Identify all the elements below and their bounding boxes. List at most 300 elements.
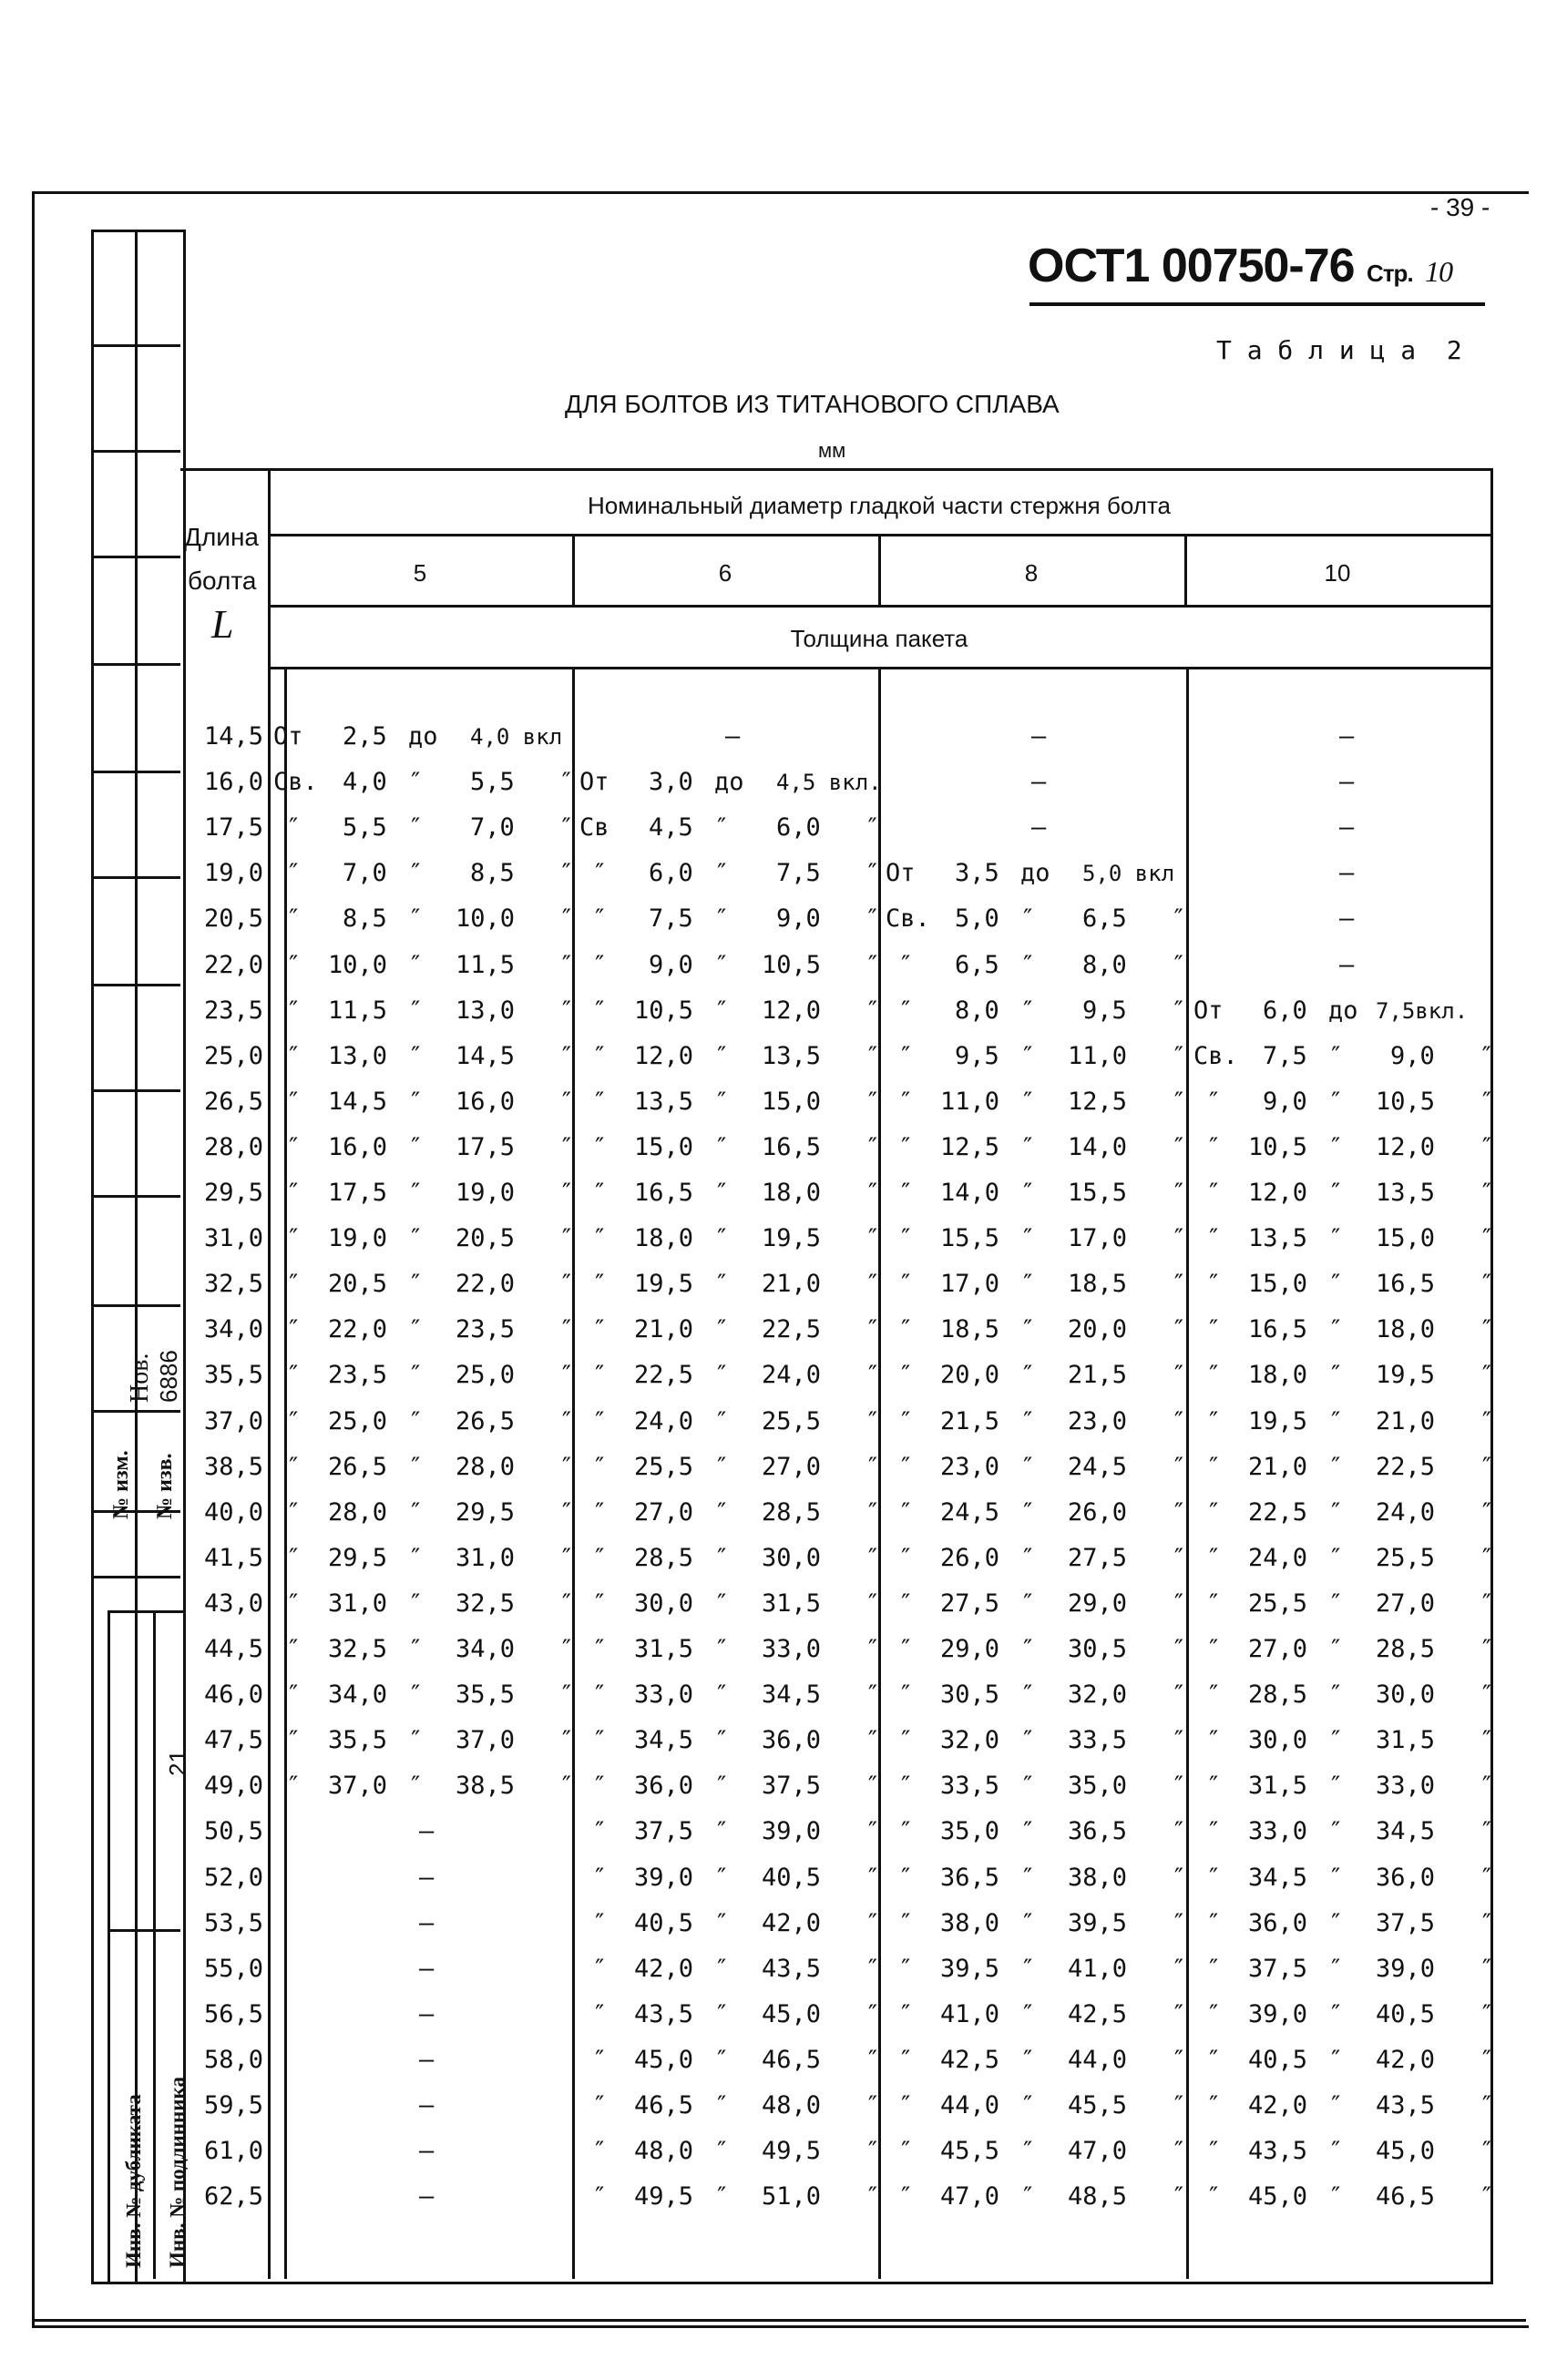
range-mark: ″: [408, 1543, 424, 1572]
range-mark: ″: [1020, 1452, 1036, 1481]
range-from: 7,5: [649, 904, 693, 934]
range-to: 33,0 ″: [762, 1635, 881, 1663]
range-prefix: ″: [286, 1132, 302, 1161]
range-to: 13,5 ″: [1376, 1179, 1495, 1207]
range-from: 20,5: [328, 1270, 388, 1299]
range-mark: ″: [1020, 996, 1036, 1025]
range-prefix: ″: [898, 1635, 914, 1663]
empty-range-dash: –: [419, 1999, 435, 2028]
range-prefix: ″: [592, 1270, 608, 1299]
range-to: 15,0 ″: [1376, 1224, 1495, 1253]
range-mark: ″: [1328, 1726, 1344, 1755]
range-to: 43,5 ″: [762, 1954, 881, 1983]
range-to: 10,0 ″: [456, 904, 575, 934]
range-to: 49,5 ″: [762, 2137, 881, 2166]
range-from: 38,0: [940, 1908, 1000, 1937]
range-mark: ″: [1328, 2182, 1344, 2211]
range-prefix: ″: [1206, 1179, 1222, 1207]
range-from: 12,0: [634, 1041, 694, 1070]
range-prefix: ″: [1206, 2091, 1222, 2120]
range-mark: ″: [1328, 1772, 1344, 1801]
range-to: 33,0 ″: [1376, 1772, 1495, 1801]
range-mark: ″: [1328, 1041, 1344, 1070]
range-mark: ″: [1328, 1680, 1344, 1710]
range-from: 28,0: [328, 1497, 388, 1527]
range-prefix: ″: [592, 1863, 608, 1892]
range-mark: ″: [714, 1817, 730, 1846]
range-from: 22,5: [634, 1361, 694, 1390]
range-from: 23,5: [328, 1361, 388, 1390]
range-to: 19,5 ″: [762, 1224, 881, 1253]
range-mark: ″: [1020, 1680, 1036, 1710]
stamp-line: [91, 663, 180, 666]
table-row: [0, 1034, 1567, 1079]
range-from: 10,0: [328, 950, 388, 979]
range-prefix: ″: [898, 1772, 914, 1801]
range-mark: ″: [408, 1497, 424, 1527]
range-prefix: ″: [1206, 1863, 1222, 1892]
range-prefix: ″: [592, 996, 608, 1025]
range-prefix: ″: [592, 2091, 608, 2120]
range-to: 27,0 ″: [1376, 1588, 1495, 1618]
range-mark: ″: [408, 1270, 424, 1299]
table-row: [0, 1170, 1567, 1216]
range-mark: ″: [1020, 1863, 1036, 1892]
range-prefix: ″: [286, 950, 302, 979]
range-mark: ″: [714, 1588, 730, 1618]
range-prefix: ″: [286, 904, 302, 934]
range-from: 17,5: [328, 1179, 388, 1207]
range-from: 39,0: [1248, 1999, 1308, 2028]
table-row: [0, 1353, 1567, 1398]
range-mark: ″: [408, 1179, 424, 1207]
range-mark: ″: [1020, 904, 1036, 934]
range-to: 30,0 ″: [1376, 1680, 1495, 1710]
range-to: 43,5 ″: [1376, 2091, 1495, 2120]
range-to: 27,5 ″: [1068, 1543, 1187, 1572]
range-from: 13,5: [1248, 1224, 1308, 1253]
table-row: [0, 988, 1567, 1034]
range-to: 22,5 ″: [1376, 1452, 1495, 1481]
range-to: 37,5 ″: [762, 1772, 881, 1801]
range-to: 44,0 ″: [1068, 2045, 1187, 2074]
stamp-notice-no: № изв.: [153, 1453, 177, 1519]
header-rule-2: [268, 605, 1490, 608]
range-mark: ″: [714, 1863, 730, 1892]
page-ref: 10: [1425, 255, 1453, 288]
range-from: 22,5: [1248, 1497, 1308, 1527]
table-row: [0, 2174, 1567, 2220]
diameter-8: 8: [1024, 559, 1039, 587]
range-mark: ″: [1328, 1635, 1344, 1663]
range-prefix: ″: [1206, 1087, 1222, 1116]
range-to: 12,0 ″: [762, 996, 881, 1025]
range-prefix: ″: [898, 1497, 914, 1527]
empty-range-dash: –: [419, 1863, 435, 1892]
range-from: 30,0: [634, 1588, 694, 1618]
bolt-length-cell: 47,5: [204, 1726, 264, 1755]
range-from: 25,5: [1248, 1588, 1308, 1618]
range-from: 31,5: [634, 1635, 694, 1663]
range-prefix: ″: [592, 1315, 608, 1344]
range-to: 40,5 ″: [762, 1863, 881, 1892]
range-from: 45,0: [634, 2045, 694, 2074]
range-from: 36,5: [940, 1863, 1000, 1892]
range-mark: ″: [408, 996, 424, 1025]
range-mark: ″: [1328, 1543, 1344, 1572]
range-mark: ″: [408, 904, 424, 934]
range-mark: ″: [1020, 1179, 1036, 1207]
range-prefix: ″: [592, 1817, 608, 1846]
range-prefix: ″: [592, 1224, 608, 1253]
range-from: 6,0: [649, 859, 693, 888]
range-prefix: ″: [592, 1908, 608, 1937]
range-to: 23,5 ″: [456, 1315, 575, 1344]
range-mark: ″: [714, 2045, 730, 2074]
range-from: 11,0: [940, 1087, 1000, 1116]
stamp-dup-no: Инв. № дубликата: [122, 2094, 145, 2268]
range-to: 13,5 ″: [762, 1041, 881, 1070]
range-mark: ″: [714, 2091, 730, 2120]
table-row: [0, 1581, 1567, 1627]
range-from: 8,0: [955, 996, 999, 1025]
range-prefix: ″: [1206, 2045, 1222, 2074]
range-from: 7,5: [1263, 1041, 1307, 1070]
page-label: Стр.: [1367, 260, 1413, 287]
range-prefix: ″: [1206, 1908, 1222, 1937]
table-row: [0, 896, 1567, 942]
range-mark: ″: [408, 1087, 424, 1116]
bolt-length-cell: 62,5: [204, 2182, 264, 2211]
range-to: 32,0 ″: [1068, 1680, 1187, 1710]
range-from: 45,5: [940, 2137, 1000, 2166]
range-to: 11,5 ″: [456, 950, 575, 979]
diameter-10: 10: [1324, 559, 1351, 587]
range-to: 30,5 ″: [1068, 1635, 1187, 1663]
range-prefix: ″: [898, 1179, 914, 1207]
range-to: 48,0 ″: [762, 2091, 881, 2120]
range-prefix: ″: [1206, 2182, 1222, 2211]
stamp-orig-no: Инв. № подлинника: [166, 2077, 189, 2268]
empty-range-dash: –: [1339, 813, 1355, 843]
range-to: 26,0 ″: [1068, 1497, 1187, 1527]
range-mark: ″: [714, 813, 730, 843]
range-from: 33,5: [940, 1772, 1000, 1801]
range-from: 30,5: [940, 1680, 1000, 1710]
range-prefix: ″: [1206, 1772, 1222, 1801]
range-from: 34,5: [634, 1726, 694, 1755]
range-from: 21,5: [940, 1406, 1000, 1435]
range-from: 32,0: [940, 1726, 1000, 1755]
range-prefix: ″: [898, 1543, 914, 1572]
range-prefix: ″: [286, 1497, 302, 1527]
bolt-length-cell: 59,5: [204, 2091, 264, 2120]
range-to: 18,5 ″: [1068, 1270, 1187, 1299]
range-from: 34,5: [1248, 1863, 1308, 1892]
range-prefix: ″: [898, 1224, 914, 1253]
bolt-length-cell: 41,5: [204, 1543, 264, 1572]
table-row: [0, 1809, 1567, 1854]
range-from: 29,0: [940, 1635, 1000, 1663]
range-to: 25,5 ″: [1376, 1543, 1495, 1572]
range-mark: ″: [408, 859, 424, 888]
range-from: 10,5: [1248, 1132, 1308, 1161]
bolt-length-cell: 28,0: [204, 1132, 264, 1161]
range-prefix: ″: [1206, 1999, 1222, 2028]
range-mark: ″: [714, 1726, 730, 1755]
empty-range-dash: –: [1031, 722, 1047, 751]
empty-range-dash: –: [419, 2045, 435, 2074]
range-mark: ″: [1328, 1270, 1344, 1299]
range-mark: ″: [1328, 1361, 1344, 1390]
range-prefix: ″: [592, 1772, 608, 1801]
range-from: 42,0: [634, 1954, 694, 1983]
range-prefix: ″: [898, 1954, 914, 1983]
range-mark: ″: [714, 1315, 730, 1344]
range-mark: ″: [1020, 1132, 1036, 1161]
range-to: 36,5 ″: [1068, 1817, 1187, 1846]
range-mark: ″: [714, 1543, 730, 1572]
range-to: 7,5 ″: [776, 859, 880, 888]
bolt-length-cell: 14,5: [204, 722, 264, 751]
range-from: 18,0: [1248, 1361, 1308, 1390]
range-from: 26,0: [940, 1543, 1000, 1572]
range-mark: ″: [714, 1908, 730, 1937]
bolt-length-cell: 35,5: [204, 1361, 264, 1390]
range-from: 31,0: [328, 1588, 388, 1618]
bolt-length-cell: 25,0: [204, 1041, 264, 1070]
range-to: 5,0 вкл: [1082, 861, 1175, 887]
range-prefix: ″: [592, 1726, 608, 1755]
range-mark: ″: [1020, 1954, 1036, 1983]
range-to: 5,5 ″: [470, 768, 574, 797]
range-from: 10,5: [634, 996, 694, 1025]
range-prefix: ″: [898, 1863, 914, 1892]
range-to: 45,0 ″: [1376, 2137, 1495, 2166]
range-from: 11,5: [328, 996, 388, 1025]
table-row: [0, 943, 1567, 988]
empty-range-dash: –: [419, 2091, 435, 2120]
range-from: 37,0: [328, 1772, 388, 1801]
range-mark: ″: [408, 1452, 424, 1481]
range-prefix: ″: [1206, 1315, 1222, 1344]
range-to: 9,0 ″: [776, 904, 880, 934]
range-to: 8,0 ″: [1082, 950, 1186, 979]
range-mark: ″: [714, 1224, 730, 1253]
range-mark: ″: [1020, 1588, 1036, 1618]
range-mark: до: [1020, 859, 1050, 888]
range-prefix: ″: [592, 1361, 608, 1390]
stamp-line: [91, 556, 180, 558]
table-row: [0, 1490, 1567, 1536]
range-from: 47,0: [940, 2182, 1000, 2211]
range-mark: ″: [1020, 1406, 1036, 1435]
range-mark: ″: [408, 1588, 424, 1618]
range-prefix: ″: [898, 1588, 914, 1618]
range-prefix: ″: [286, 1772, 302, 1801]
range-mark: ″: [1020, 1315, 1036, 1344]
range-prefix: ″: [286, 996, 302, 1025]
range-mark: ″: [408, 1635, 424, 1663]
range-mark: ″: [408, 1224, 424, 1253]
range-mark: ″: [1328, 2045, 1344, 2074]
range-to: 42,5 ″: [1068, 1999, 1187, 2028]
range-prefix: ″: [1206, 1361, 1222, 1390]
stamp-line: [91, 450, 180, 453]
bolt-length-cell: 44,5: [204, 1635, 264, 1663]
range-prefix: ″: [286, 1680, 302, 1710]
range-from: 9,0: [1263, 1087, 1307, 1116]
range-prefix: ″: [1206, 1817, 1222, 1846]
range-to: 21,5 ″: [1068, 1361, 1187, 1390]
range-mark: до: [1328, 996, 1358, 1025]
range-prefix: ″: [1206, 1132, 1222, 1161]
range-prefix: ″: [898, 2182, 914, 2211]
stamp-change-no: № изм.: [109, 1450, 133, 1519]
range-mark: ″: [1020, 1543, 1036, 1572]
range-from: 27,0: [634, 1497, 694, 1527]
empty-range-dash: –: [1339, 950, 1355, 979]
diameter-6: 6: [718, 559, 732, 587]
range-prefix: ″: [898, 2091, 914, 2120]
bolt-length-cell: 16,0: [204, 768, 264, 797]
range-from: 23,0: [940, 1452, 1000, 1481]
range-prefix: ″: [286, 1452, 302, 1481]
range-to: 28,5 ″: [1376, 1635, 1495, 1663]
empty-range-dash: –: [1339, 904, 1355, 934]
range-to: 29,5 ″: [456, 1497, 575, 1527]
table-row: [0, 1262, 1567, 1307]
range-from: 13,0: [328, 1041, 388, 1070]
range-to: 25,0 ″: [456, 1361, 575, 1390]
range-mark: ″: [408, 1041, 424, 1070]
doc-code: ОСТ1 00750-76: [1028, 240, 1355, 292]
range-mark: ″: [408, 768, 424, 797]
bolt-length-cell: 22,0: [204, 950, 264, 979]
table-row: [0, 851, 1567, 896]
bolt-length-cell: 56,5: [204, 1999, 264, 2028]
range-prefix: Св: [579, 813, 609, 843]
range-to: 16,0 ″: [456, 1087, 575, 1116]
range-to: 24,0 ″: [762, 1361, 881, 1390]
range-mark: ″: [1328, 1999, 1344, 2028]
range-to: 33,5 ″: [1068, 1726, 1187, 1755]
range-prefix: ″: [286, 1361, 302, 1390]
range-prefix: ″: [1206, 1588, 1222, 1618]
range-to: 37,0 ″: [456, 1726, 575, 1755]
range-to: 31,5 ″: [762, 1588, 881, 1618]
range-from: 19,5: [1248, 1406, 1308, 1435]
range-mark: ″: [1328, 1817, 1344, 1846]
range-prefix: ″: [898, 1680, 914, 1710]
range-mark: ″: [1328, 1224, 1344, 1253]
table-row: [0, 1763, 1567, 1809]
range-to: 26,5 ″: [456, 1406, 575, 1435]
range-prefix: ″: [592, 950, 608, 979]
range-from: 15,0: [1248, 1270, 1308, 1299]
range-from: 21,0: [634, 1315, 694, 1344]
table-row: [0, 1627, 1567, 1672]
table-row: [0, 1536, 1567, 1581]
range-to: 8,5 ″: [470, 859, 574, 888]
range-to: 42,0 ″: [1376, 2045, 1495, 2074]
diameter-5: 5: [413, 559, 427, 587]
range-to: 36,0 ″: [1376, 1863, 1495, 1892]
range-mark: ″: [1020, 2182, 1036, 2211]
range-to: 11,0 ″: [1068, 1041, 1187, 1070]
range-from: 16,5: [1248, 1315, 1308, 1344]
range-mark: ″: [714, 1087, 730, 1116]
range-mark: ″: [1328, 1132, 1344, 1161]
range-to: 17,5 ″: [456, 1132, 575, 1161]
range-from: 24,0: [1248, 1543, 1308, 1572]
range-mark: ″: [1020, 1497, 1036, 1527]
range-mark: ″: [1020, 1817, 1036, 1846]
range-from: 48,0: [634, 2137, 694, 2166]
table-row: [0, 1718, 1567, 1763]
bolt-length-cell: 61,0: [204, 2137, 264, 2166]
bolt-length-cell: 40,0: [204, 1497, 264, 1527]
range-from: 20,0: [940, 1361, 1000, 1390]
table-row: [0, 1901, 1567, 1946]
range-prefix: ″: [592, 1999, 608, 2028]
range-prefix: ″: [898, 1361, 914, 1390]
range-to: 7,5вкл.: [1376, 997, 1469, 1024]
range-to: 12,0 ″: [1376, 1132, 1495, 1161]
table-label: Т а б л и ц а 2: [1216, 335, 1462, 365]
range-mark: ″: [1020, 1999, 1036, 2028]
range-from: 26,5: [328, 1452, 388, 1481]
range-mark: ″: [1328, 1497, 1344, 1527]
range-prefix: ″: [1206, 1406, 1222, 1435]
range-from: 43,5: [1248, 2137, 1308, 2166]
range-to: 23,0 ″: [1068, 1406, 1187, 1435]
range-prefix: ″: [898, 2137, 914, 2166]
range-mark: ″: [714, 1179, 730, 1207]
range-from: 46,5: [634, 2091, 694, 2120]
range-from: 3,5: [955, 859, 999, 888]
range-prefix: ″: [592, 2182, 608, 2211]
bolt-length-cell: 29,5: [204, 1179, 264, 1207]
range-from: 40,5: [634, 1908, 694, 1937]
empty-range-dash: –: [419, 2137, 435, 2166]
table-row: [0, 1445, 1567, 1490]
range-to: 34,0 ″: [456, 1635, 575, 1663]
range-prefix: ″: [592, 1497, 608, 1527]
range-to: 29,0 ″: [1068, 1588, 1187, 1618]
range-to: 21,0 ″: [1376, 1406, 1495, 1435]
range-from: 44,0: [940, 2091, 1000, 2120]
range-mark: ″: [714, 950, 730, 979]
bolt-length-cell: 37,0: [204, 1406, 264, 1435]
range-prefix: ″: [898, 1132, 914, 1161]
range-to: 18,0 ″: [762, 1179, 881, 1207]
range-from: 5,5: [343, 813, 387, 843]
range-prefix: ″: [286, 813, 302, 843]
bolt-length-cell: 52,0: [204, 1863, 264, 1892]
range-prefix: ″: [592, 1635, 608, 1663]
range-prefix: ″: [286, 1087, 302, 1116]
range-mark: ″: [1020, 1041, 1036, 1070]
range-from: 33,0: [1248, 1817, 1308, 1846]
range-mark: ″: [408, 1315, 424, 1344]
range-from: 24,5: [940, 1497, 1000, 1527]
range-mark: ″: [1020, 2091, 1036, 2120]
range-to: 22,5 ″: [762, 1315, 881, 1344]
range-to: 41,0 ″: [1068, 1954, 1187, 1983]
stamp-sheet: 21: [164, 1750, 191, 1776]
empty-range-dash: –: [1339, 722, 1355, 751]
